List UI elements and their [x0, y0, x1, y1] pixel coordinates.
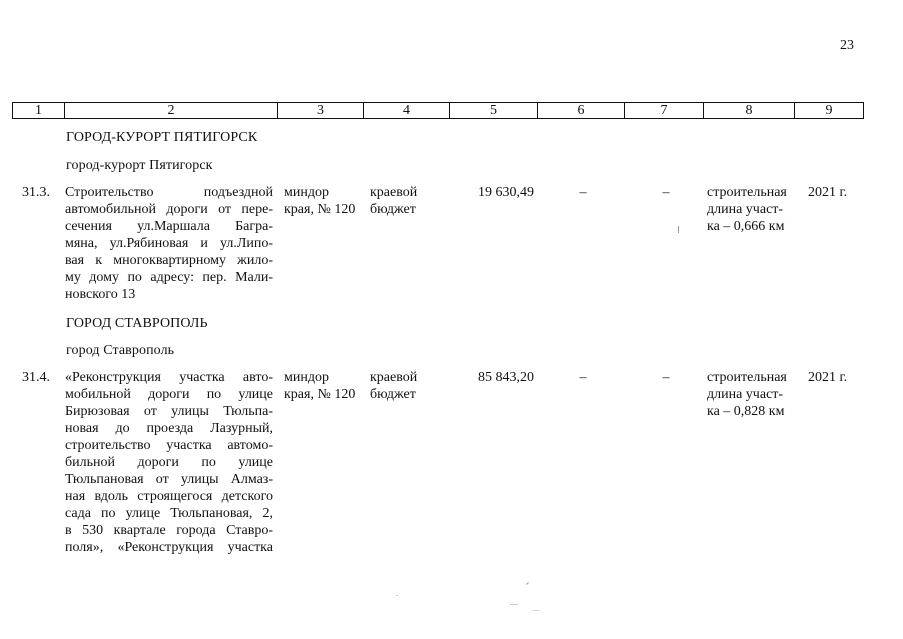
description-line: автомобильной дороги от пере- — [65, 202, 273, 217]
ministry-cell — [284, 369, 364, 403]
description-line: новского 13 — [65, 287, 136, 302]
result-line: ка – 0,666 км — [707, 219, 785, 234]
result-line: ка – 0,828 км — [707, 404, 785, 419]
scan-speck — [526, 582, 529, 585]
municipality-name: город-курорт Пятигорск — [66, 158, 213, 173]
object-description — [65, 369, 273, 556]
column-header: 8 — [704, 103, 795, 119]
description-line: Тюльпановая от улицы Алмаз- — [65, 472, 273, 487]
description-line: мобильной дороги по улице — [65, 387, 273, 402]
page-number: 23 — [840, 38, 854, 53]
result-cell — [707, 184, 797, 235]
column-7-value: – — [662, 185, 670, 200]
year-cell: 2021 г. — [808, 185, 848, 200]
year-cell: 2021 г. — [808, 370, 848, 385]
budget-line: краевой — [370, 185, 418, 200]
description-line: строительство участка автомо- — [65, 438, 273, 453]
column-header: 7 — [625, 103, 704, 119]
column-header: 5 — [450, 103, 538, 119]
budget-line: бюджет — [370, 202, 416, 217]
ministry-cell — [284, 184, 364, 218]
budget-line: бюджет — [370, 387, 416, 402]
description-line: бильной дороги по улице — [65, 455, 273, 470]
result-line: длина участ- — [707, 387, 784, 402]
scan-speck — [678, 226, 679, 233]
ministry-line: края, № 120 — [284, 202, 356, 217]
description-line: Бирюзовая от улицы Тюльпа- — [65, 404, 273, 419]
scan-speck — [533, 610, 539, 611]
scan-speck — [396, 595, 398, 596]
description-line: му дому по адресу: пер. Мали- — [65, 270, 273, 285]
row-number: 31.4. — [22, 370, 50, 385]
ministry-line: края, № 120 — [284, 387, 356, 402]
column-header: 1 — [13, 103, 65, 119]
amount-cell: 19 630,49 — [478, 185, 534, 200]
description-line: новая до проезда Лазурный, — [65, 421, 273, 436]
description-line: мяна, ул.Рябиновая и ул.Липо- — [65, 236, 273, 251]
result-line: строительная — [707, 185, 787, 200]
ministry-line: миндор — [284, 370, 329, 385]
region-title: ГОРОД-КУРОРТ ПЯТИГОРСК — [66, 130, 258, 145]
description-line: сечения ул.Маршала Багра- — [65, 219, 273, 234]
amount-cell: 85 843,20 — [478, 370, 534, 385]
column-6-value: – — [579, 185, 587, 200]
column-header: 9 — [795, 103, 864, 119]
column-6-value: – — [579, 370, 587, 385]
description-line: Строительство подъездной — [65, 185, 273, 200]
result-line: длина участ- — [707, 202, 784, 217]
column-header: 3 — [278, 103, 364, 119]
ministry-line: миндор — [284, 185, 329, 200]
column-7-value: – — [662, 370, 670, 385]
description-line: в 530 квартале города Ставро- — [65, 523, 273, 538]
result-line: строительная — [707, 370, 787, 385]
municipality-name: город Ставрополь — [66, 343, 175, 358]
description-line: поля», «Реконструкция участка — [65, 540, 273, 555]
result-cell — [707, 369, 797, 420]
budget-cell — [370, 369, 430, 403]
description-line: вая к многоквартирному жило- — [65, 253, 273, 268]
object-description — [65, 184, 273, 303]
scan-speck — [510, 604, 518, 605]
description-line: «Реконструкция участка авто- — [65, 370, 273, 385]
column-number-header — [12, 102, 864, 119]
budget-line: краевой — [370, 370, 418, 385]
row-number: 31.3. — [22, 185, 50, 200]
description-line: ная вдоль строящегося детского — [65, 489, 273, 504]
column-header: 6 — [538, 103, 625, 119]
column-header: 4 — [364, 103, 450, 119]
description-line: сада по улице Тюльпановая, 2, — [65, 506, 273, 521]
column-header: 2 — [65, 103, 278, 119]
budget-cell — [370, 184, 430, 218]
region-title: ГОРОД СТАВРОПОЛЬ — [66, 316, 208, 331]
